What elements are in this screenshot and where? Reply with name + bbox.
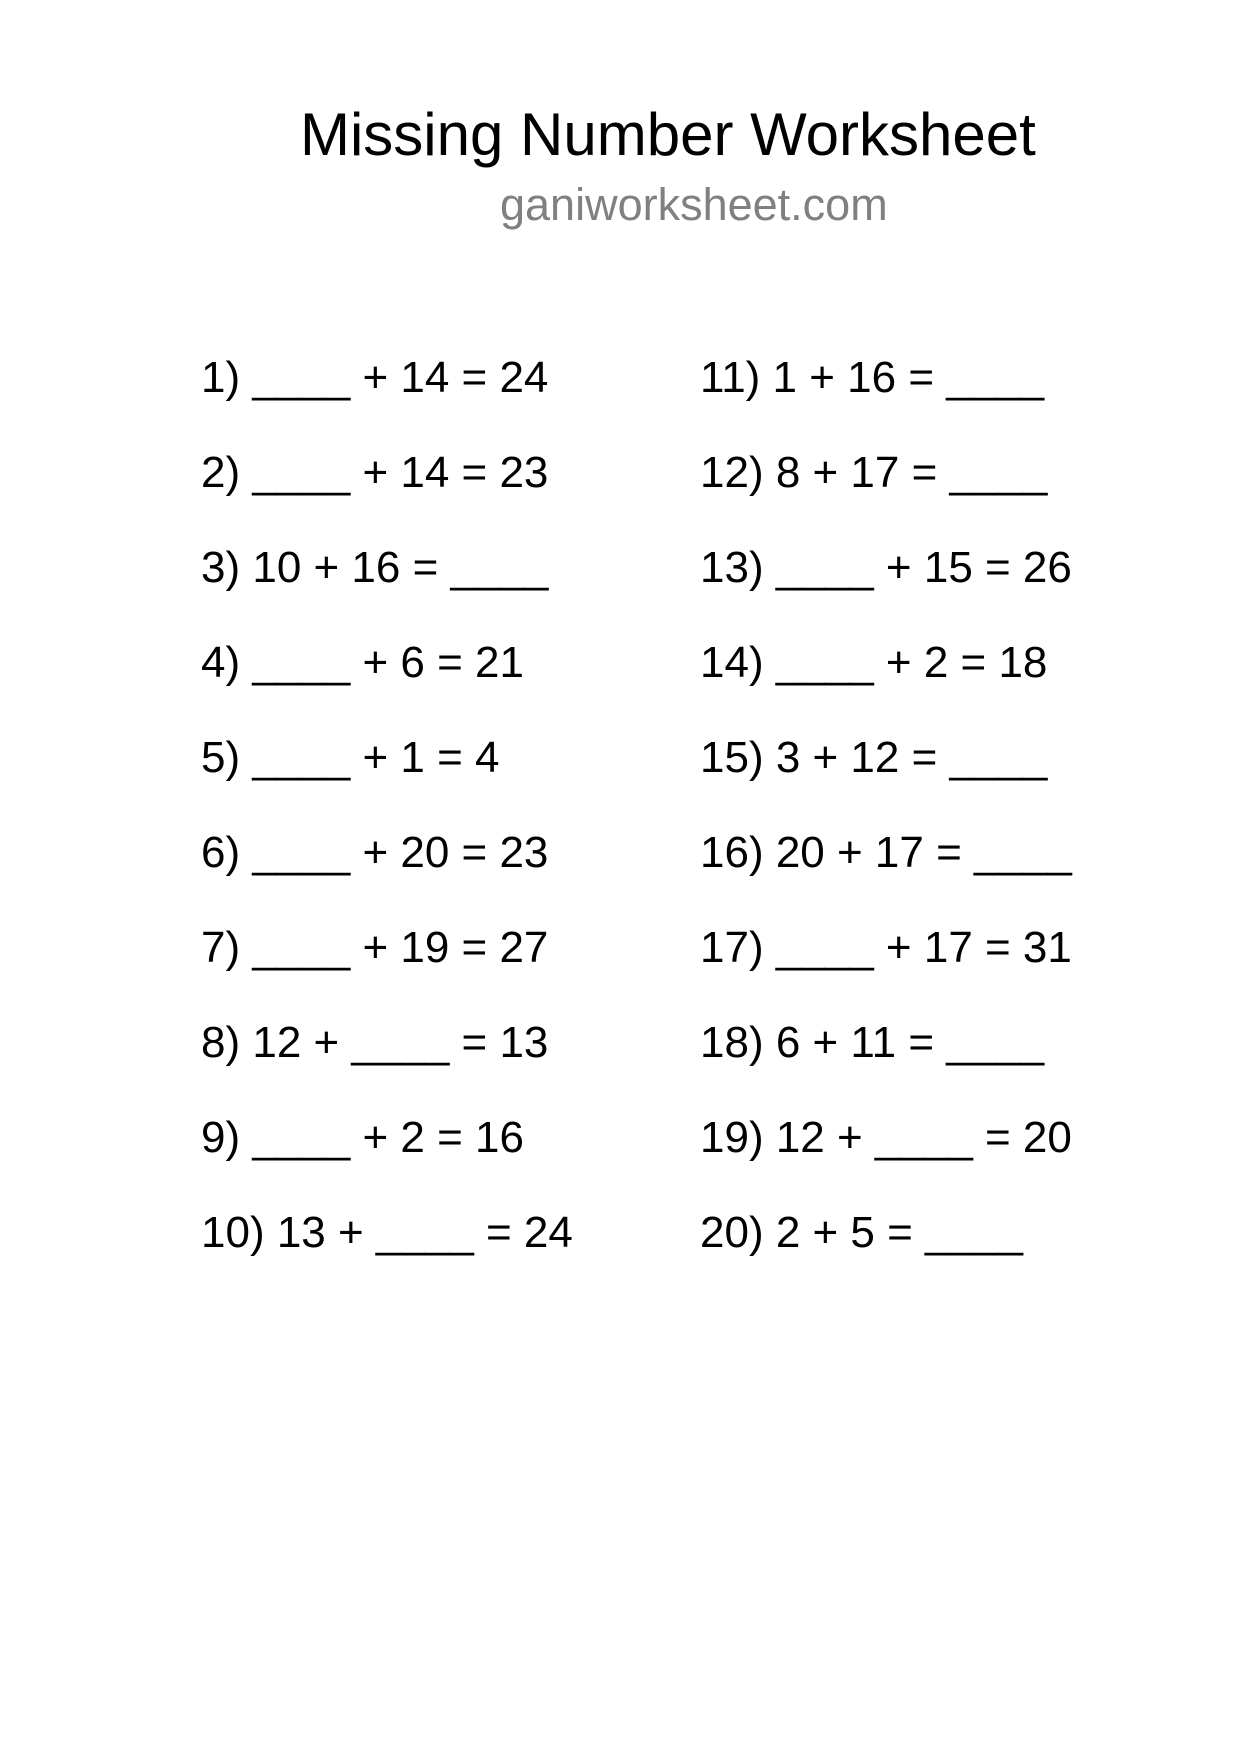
problem-item: 13) ____ + 15 = 26: [700, 543, 1072, 592]
problem-item: 4) ____ + 6 = 21: [201, 638, 524, 687]
problem-item: 18) 6 + 11 = ____: [700, 1018, 1045, 1067]
problem-item: 1) ____ + 14 = 24: [201, 353, 549, 402]
problem-item: 12) 8 + 17 = ____: [700, 448, 1048, 497]
problem-item: 15) 3 + 12 = ____: [700, 733, 1048, 782]
website-subtitle: ganiworksheet.com: [500, 179, 888, 230]
problem-item: 7) ____ + 19 = 27: [201, 923, 549, 972]
problem-item: 6) ____ + 20 = 23: [201, 828, 549, 877]
problem-item: 9) ____ + 2 = 16: [201, 1113, 524, 1162]
problem-item: 19) 12 + ____ = 20: [700, 1113, 1072, 1162]
problem-item: 2) ____ + 14 = 23: [201, 448, 549, 497]
problem-item: 10) 13 + ____ = 24: [201, 1208, 573, 1257]
problem-item: 8) 12 + ____ = 13: [201, 1018, 549, 1067]
problem-item: 14) ____ + 2 = 18: [700, 638, 1048, 687]
problem-item: 20) 2 + 5 = ____: [700, 1208, 1023, 1257]
worksheet-title: Missing Number Worksheet: [300, 101, 1036, 168]
problem-item: 17) ____ + 17 = 31: [700, 923, 1072, 972]
problem-item: 11) 1 + 16 = ____: [700, 353, 1045, 402]
problem-item: 5) ____ + 1 = 4: [201, 733, 500, 782]
problem-item: 3) 10 + 16 = ____: [201, 543, 549, 592]
problem-item: 16) 20 + 17 = ____: [700, 828, 1072, 877]
